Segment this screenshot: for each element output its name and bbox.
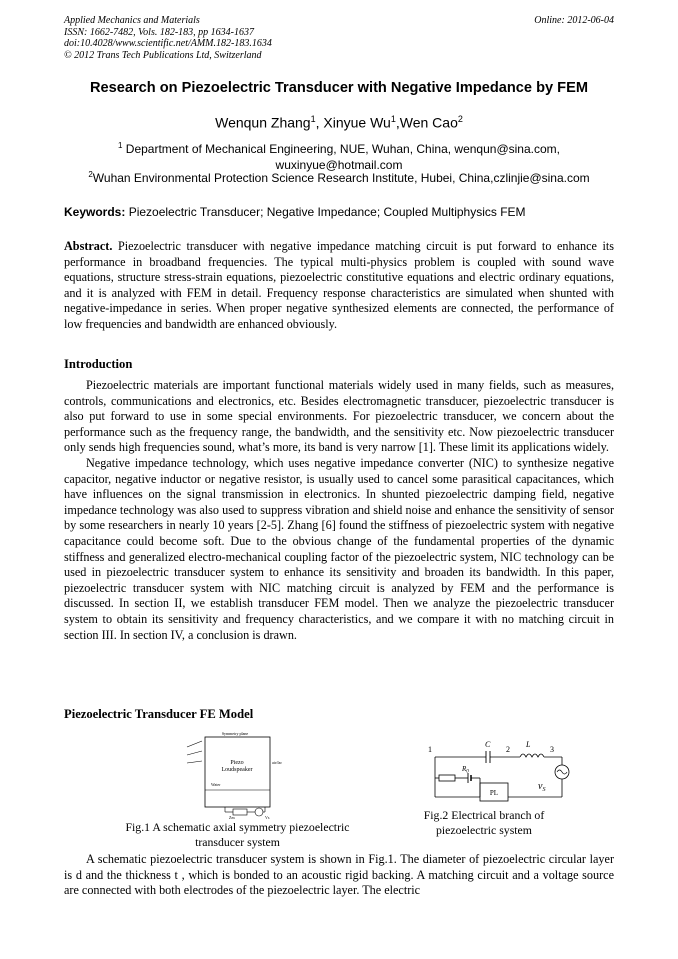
fig2-label-c: C xyxy=(485,740,491,749)
author-name: Xinyue Wu xyxy=(323,114,391,131)
fig1-label-water: Water xyxy=(211,782,221,787)
copyright: © 2012 Trans Tech Publications Ltd, Switzerland xyxy=(64,49,262,61)
author-name: Wen Cao xyxy=(399,114,458,131)
fig2-resistor xyxy=(439,775,455,781)
paragraph: A schematic piezoelectric transducer system is shown in Fig.1. The diameter of piezoelectric circular layer is d and the thickness t , which is bonded to an acoustic rigid backing. A matching circuit and a voltage source are connected with both electrodes of the piezoelectric layer. The electric xyxy=(64,852,614,898)
section-heading-introduction: Introduction xyxy=(64,357,133,371)
author-name: Wenqun Zhang xyxy=(215,114,311,131)
section-heading-fe-model: Piezoelectric Transducer FE Model xyxy=(64,707,254,721)
fig1-label-air: air/far xyxy=(272,760,282,765)
affil-sup: 1 xyxy=(118,141,123,150)
fig1-label-zm: Zm xyxy=(229,815,235,820)
journal-header xyxy=(64,15,272,61)
affil-text: Department of Mechanical Engineering, NUE, Wuhan, China, wenqun@sina.com, xyxy=(122,142,560,156)
author-sup: 2 xyxy=(457,114,463,124)
issn: ISSN: 1662-7482, Vols. 182-183, pp 1634-1637 xyxy=(64,26,254,38)
abstract-text: Piezoelectric transducer with negative impedance matching circuit is put forward to enhance its performance in broadband frequencies. The typical multi-physics problem is coupled with sound wave equations, structure stress-strain equations, piezoelectric constitutive equations and electric ordinary equations, and it is analyzed with FEM in detail. Frequency response characteristics are simulated when shunted with negative-impedance in series. When proper negative synthesized elements are connected, the performance of low frequencies and bandwidth are enhanced obviously. xyxy=(64,239,614,331)
author-sep: , xyxy=(395,114,400,131)
fig1-arrow xyxy=(187,741,202,747)
fig2-node-3: 3 xyxy=(550,745,554,754)
fig2-label-r: $R_0$ xyxy=(462,765,469,775)
fig1-source xyxy=(255,808,263,816)
fe-model-body xyxy=(64,852,614,899)
keywords-text: Piezoelectric Transducer; Negative Impedance; Coupled Multiphysics FEM xyxy=(125,205,526,219)
authors xyxy=(40,114,638,131)
fig1-label-vs: Vs xyxy=(265,815,270,820)
fig2-inductor xyxy=(520,754,544,757)
doi: doi:10.4028/www.scientific.net/AMM.182-183.1634 xyxy=(64,38,272,49)
fig1-label-loudspeaker: Loudspeaker xyxy=(221,767,253,773)
fig2-caption: Fig.2 Electrical branch of piezoelectric system xyxy=(423,808,545,837)
affil-email: wuxinyue@hotmail.com xyxy=(275,158,403,172)
fig2-label-pl: PL xyxy=(489,789,499,797)
affiliation-2 xyxy=(40,167,638,186)
abstract-label: Abstract. xyxy=(64,239,113,253)
paragraph: Piezoelectric materials are important functional materials widely used in many fields, such as measures, controls, communications and electronics, etc. Besides electromagnetic transducer, piezoelectric transducer is also put forward to use in some special environments. For piezoelectric transducer, we concern about the performance such as the frequency range, the bandwidth, and the sensitivity etc. Now piezoelectric transducer only sends high frequencies sound, what’s more, its band is very narrow [1]. These limit its applications widely. xyxy=(64,378,614,455)
fig2-ac-wave xyxy=(557,770,567,774)
fig2-label-v: $v_S$ xyxy=(538,781,546,793)
fig1-diagram xyxy=(185,727,295,820)
fig1-label-symmetry: Symmetry plane xyxy=(221,731,249,736)
fig1-caption: Fig.1 A schematic axial symmetry piezoelectric transducer system xyxy=(125,820,350,849)
fig1-impedance xyxy=(233,809,247,815)
author-sup: 1 xyxy=(390,114,396,124)
fig1-arrow xyxy=(187,761,202,763)
journal-name: Applied Mechanics and Materials xyxy=(64,15,200,26)
author-sep: , xyxy=(315,114,324,131)
fig1-label-piezo: Piezo xyxy=(230,760,244,766)
fig2-diagram xyxy=(420,737,580,803)
affil-sup: 2 xyxy=(88,170,93,179)
keywords xyxy=(64,205,624,219)
paper-title: Research on Piezoelectric Transducer with Negative Impedance by FEM xyxy=(90,80,588,96)
fig1-arrow xyxy=(187,751,202,755)
paragraph: Negative impedance technology, which uses negative impedance converter (NIC) to synthesize negative capacitor, negative inductor or negative resistor, is usually used to cancel some parasitical capacitances, which have influences on the signal transmission in electronics. In shunted piezoelectric damping field, negative impedance technology was also used to suppress vibration and shield noise and enhance the sensitivity of sensor by some researchers in nearly 10 years [2-5]. Zhang [6] found the stiffness of piezoelectric system with negative capacitance could become soft. Due to the obvious change of the fundamental properties of the dynamic stiffness and generalized electro-mechanical coupling factor of the piezoelectric system, NIC technology can be used in piezoelectric transducer system to enhance its sensitivity and broaden its bandwidth. In this paper, piezoelectric transducer system with NIC matching circuit is analyzed by FEM and the performance is discussed. In section II, we establish transducer FEM model. Then we analyze the piezoelectric transducer system to obtain its sensitivity and frequency characteristics, and we compare it with no matching circuit in section III. In section IV, a conclusion is drawn. xyxy=(64,455,614,642)
abstract xyxy=(64,239,614,333)
author-sup: 1 xyxy=(310,114,316,124)
introduction-body xyxy=(64,378,614,643)
fig2-node-1: 1 xyxy=(428,745,432,754)
keywords-label: Keywords: xyxy=(64,205,126,219)
fig2-label-l: L xyxy=(526,740,531,749)
fig2-node-2: 2 xyxy=(506,745,510,754)
affil-text: Wuhan Environmental Protection Science Research Institute, Hubei, China,czlinjie@sina.com xyxy=(92,171,590,185)
online-date: Online: 2012-06-04 xyxy=(534,15,614,26)
